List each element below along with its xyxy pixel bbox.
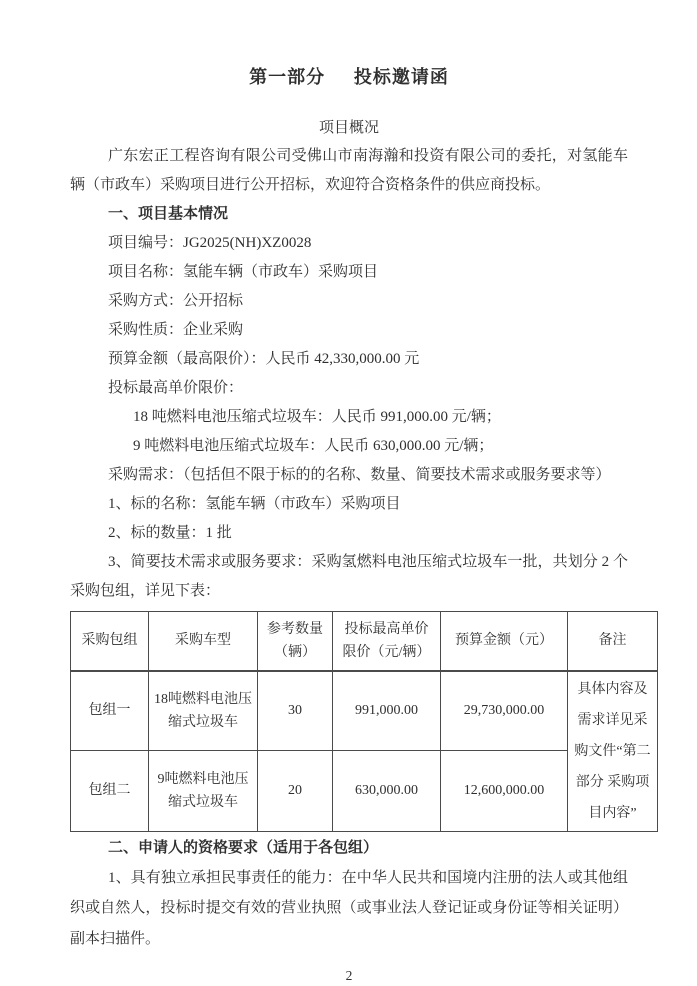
cell-budget: 12,600,000.00	[441, 751, 568, 831]
doc-title-part: 第一部分	[249, 67, 326, 87]
field-tech-requirement: 3、简要技术需求或服务要求：采购氢燃料电池压缩式垃圾车一批，共划分 2 个采购包组，详见下表：	[70, 554, 628, 599]
header-reference-qty: 参考数量（辆）	[258, 612, 333, 671]
cell-reference-qty: 20	[258, 751, 333, 831]
cell-vehicle-type: 9吨燃料电池压缩式垃圾车	[149, 751, 258, 831]
section-heading-basic: 一、项目基本情况	[108, 206, 229, 222]
intro-paragraph: 广东宏正工程咨询有限公司受佛山市南海瀚和投资有限公司的委托，对氢能车辆（市政车）采购项目进行公开招标，欢迎符合资格条件的供应商投标。	[70, 148, 628, 193]
field-procurement-method: 采购方式：公开招标	[108, 293, 244, 309]
table-row	[71, 671, 658, 751]
field-procurement-nature: 采购性质：企业采购	[108, 322, 244, 338]
cell-reference-qty: 30	[258, 671, 333, 751]
qualification-paragraph: 1、具有独立承担民事责任的能力：在中华人民共和国境内注册的法人或其他组织或自然人，投标时提交有效的营业执照（或事业法人登记证或身份证等相关证明）副本扫描件。	[70, 869, 628, 947]
field-project-number: 项目编号：JG2025(NH)XZ0028	[108, 235, 312, 251]
cell-package-group: 包组一	[71, 671, 149, 751]
field-price-18t: 18 吨燃料电池压缩式垃圾车：人民币 991,000.00 元/辆；	[133, 409, 501, 425]
header-vehicle-type: 采购车型	[149, 612, 258, 671]
header-budget: 预算金额（元）	[441, 612, 568, 671]
doc-title	[70, 63, 628, 91]
procurement-packages-table	[70, 611, 658, 832]
document-body	[70, 142, 651, 954]
table-header-row	[71, 612, 658, 671]
doc-title-part: 投标邀请函	[353, 67, 449, 87]
cell-vehicle-type: 18吨燃料电池压缩式垃圾车	[149, 671, 258, 751]
header-remark: 备注	[568, 612, 658, 671]
overview-heading: 项目概况	[318, 120, 379, 136]
cell-budget: 29,730,000.00	[441, 671, 568, 751]
field-subject-name: 1、标的名称：氢能车辆（市政车）采购项目	[108, 496, 401, 512]
cell-remark: 具体内容及需求详见采购文件“第二部分 采购项目内容”	[568, 671, 658, 832]
field-budget-amount: 预算金额（最高限价）：人民币 42,330,000.00 元	[108, 351, 420, 367]
field-subject-quantity: 2、标的数量：1 批	[108, 525, 232, 541]
cell-package-group: 包组二	[71, 751, 149, 831]
field-procurement-demand: 采购需求：（包括但不限于标的的名称、数量、简要技术需求或服务要求等）	[108, 467, 611, 483]
header-package-group: 采购包组	[71, 612, 149, 671]
cell-max-unit-price: 630,000.00	[333, 751, 441, 831]
page-number: 2	[345, 968, 353, 983]
field-project-name: 项目名称：氢能车辆（市政车）采购项目	[108, 264, 379, 280]
field-price-9t: 9 吨燃料电池压缩式垃圾车：人民币 630,000.00 元/辆；	[133, 438, 494, 454]
section-heading-qualification: 二、申请人的资格要求（适用于各包组）	[108, 839, 379, 856]
header-max-unit-price: 投标最高单价限价（元/辆）	[333, 612, 441, 671]
cell-max-unit-price: 991,000.00	[333, 671, 441, 751]
field-max-unit-price-label: 投标最高单价限价：	[108, 380, 244, 396]
